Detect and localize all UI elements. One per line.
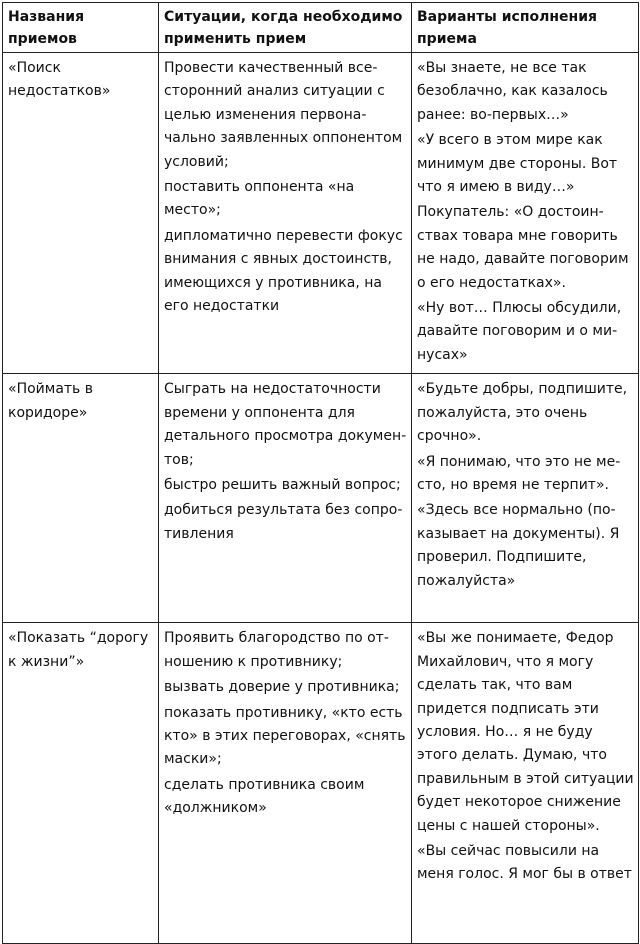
variant-item: «Я понимаю, что это не место, но время не терпит».	[417, 453, 621, 493]
situation-item: Провести качественный всесторонний анализ ситуации с целью изменения первоначально заявленных оппонентом условий;	[164, 60, 403, 170]
situations-cell	[159, 623, 412, 944]
variants-cell	[412, 374, 639, 623]
situation-item: показать противнику, «кто есть кто» в этих переговорах, «снять маски»;	[164, 704, 406, 768]
situations-cell	[159, 374, 412, 623]
variant-item: «Будьте добры, подпишите, пожалуйста, это очень срочно».	[417, 381, 628, 445]
technique-name: «Поймать в коридоре»	[3, 374, 159, 623]
technique-name: «Показать “дорогу к жизни”»	[3, 623, 159, 944]
situation-item: добиться результата без сопротивления	[164, 502, 403, 542]
technique-name: «Поиск недостатков»	[3, 53, 159, 374]
header-technique-name: Названия приемов	[3, 3, 159, 53]
table-row	[3, 623, 639, 944]
variant-item: «Вы знаете, не все так безоблачно, как казалось ранее: во-первых…»	[417, 60, 608, 123]
techniques-table	[2, 2, 639, 944]
situation-item: дипломатично перевести фокус внимания с явных достоинств, имеющихся у противника, на его недостатки	[164, 227, 403, 315]
variant-item: «Ну вот… Плюсы обсудили, давайте поговорим и о минусах»	[417, 300, 622, 363]
situation-item: поставить оппонента «на место»;	[164, 179, 355, 219]
table-row	[3, 374, 639, 623]
variant-item: «Здесь все нормально (показывает на документы). Я проверил. Подпишите, пожалуйста»	[417, 502, 620, 589]
variants-cell	[412, 623, 639, 944]
table-row	[3, 53, 639, 374]
table-header-row	[3, 3, 639, 53]
header-situations: Ситуации, когда необходимо применить прием	[159, 3, 412, 53]
situation-item: сделать противника своим «должником»	[164, 776, 365, 817]
situations-cell	[159, 53, 412, 374]
variant-item: «Вы же понимаете, Федор Михайлович, что я могу сделать так, что вам придется подписать эти условия. Но… я не буду этого делать. Думаю, что правильным в этой ситуации будет некоторое снижение цены с нашей стороны».	[417, 630, 634, 834]
situation-item: быстро решить важный вопрос;	[164, 476, 401, 493]
variant-item: «Вы сейчас повысили на меня голос. Я мог бы в ответ	[417, 842, 632, 883]
situation-item: вызвать доверие у противника;	[164, 679, 400, 696]
variant-item: «У всего в этом мире как минимум две стороны. Вот что я имею в виду…»	[417, 132, 618, 196]
header-variants: Варианты исполнения приема	[412, 3, 639, 53]
variants-cell	[412, 53, 639, 374]
situation-item: Проявить благородство по отношению к противнику;	[164, 630, 389, 670]
variant-item: Покупатель: «О достоинствах товара мне говорить не надо, давайте поговорим о его недостатках».	[417, 204, 629, 291]
situation-item: Сыграть на недостаточности времени у оппонента для детального просмотра документов;	[164, 381, 407, 468]
